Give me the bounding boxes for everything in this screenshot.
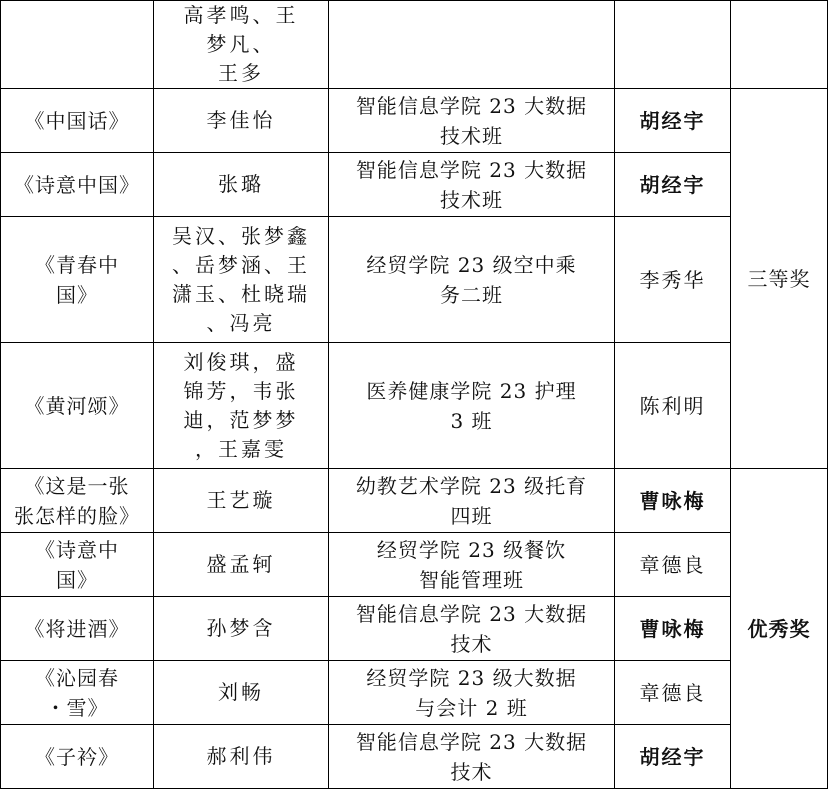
table-row (1, 217, 828, 343)
teacher-cell: 章德良 (615, 533, 731, 597)
table-row (1, 597, 828, 661)
work-title-cell: 《子衿》 (1, 725, 154, 789)
authors-cell: 吴汉、张梦鑫 、岳梦涵、王 潇玉、杜晓瑞 、冯亮 (154, 217, 329, 343)
table-row (1, 153, 828, 217)
table-row (1, 469, 828, 533)
authors-cell: 刘畅 (154, 661, 329, 725)
table-row (1, 533, 828, 597)
class-cell: 医养健康学院 23 护理 3 班 (329, 343, 615, 469)
class-cell: 经贸学院 23 级空中乘 务二班 (329, 217, 615, 343)
work-title-cell: 《将进酒》 (1, 597, 154, 661)
authors-cell: 孙梦含 (154, 597, 329, 661)
prize-level-cell: 优秀奖 (731, 469, 828, 789)
class-cell: 智能信息学院 23 大数据 技术 (329, 597, 615, 661)
teacher-cell: 胡经宇 (615, 725, 731, 789)
table-row (1, 343, 828, 469)
table-row (1, 661, 828, 725)
authors-cell: 王艺璇 (154, 469, 329, 533)
class-cell: 幼教艺术学院 23 级托育 四班 (329, 469, 615, 533)
work-title-cell: 《诗意中 国》 (1, 533, 154, 597)
work-title-cell: 《诗意中国》 (1, 153, 154, 217)
teacher-cell: 章德良 (615, 661, 731, 725)
table-row (1, 1, 828, 89)
table-row (1, 89, 828, 153)
class-cell: 智能信息学院 23 大数据 技术班 (329, 153, 615, 217)
authors-cell: 高孝鸣、王 梦凡、 王多 (154, 1, 329, 89)
teacher-cell: 李秀华 (615, 217, 731, 343)
class-cell: 智能信息学院 23 大数据 技术 (329, 725, 615, 789)
teacher-cell: 陈利明 (615, 343, 731, 469)
work-title-cell: 《沁园春 ・雪》 (1, 661, 154, 725)
work-title-cell: 《青春中 国》 (1, 217, 154, 343)
teacher-cell: 曹咏梅 (615, 469, 731, 533)
teacher-cell: 胡经宇 (615, 89, 731, 153)
class-cell: 经贸学院 23 级大数据 与会计 2 班 (329, 661, 615, 725)
prize-level-cell: 三等奖 (731, 89, 828, 469)
class-cell: 经贸学院 23 级餐饮 智能管理班 (329, 533, 615, 597)
work-title-cell: 《黄河颂》 (1, 343, 154, 469)
class-cell: 智能信息学院 23 大数据 技术班 (329, 89, 615, 153)
authors-cell: 盛孟轲 (154, 533, 329, 597)
teacher-cell (615, 1, 731, 89)
authors-cell: 郝利伟 (154, 725, 329, 789)
work-title-cell: 《中国话》 (1, 89, 154, 153)
work-title-cell: 《这是一张 张怎样的脸》 (1, 469, 154, 533)
authors-cell: 刘俊琪，盛 锦芳，韦张 迪，范梦梦 ，王嘉雯 (154, 343, 329, 469)
teacher-cell: 胡经宇 (615, 153, 731, 217)
table-row (1, 725, 828, 789)
prize-level-cell (731, 1, 828, 89)
class-cell (329, 1, 615, 89)
authors-cell: 张璐 (154, 153, 329, 217)
authors-cell: 李佳怡 (154, 89, 329, 153)
teacher-cell: 曹咏梅 (615, 597, 731, 661)
work-title-cell (1, 1, 154, 89)
